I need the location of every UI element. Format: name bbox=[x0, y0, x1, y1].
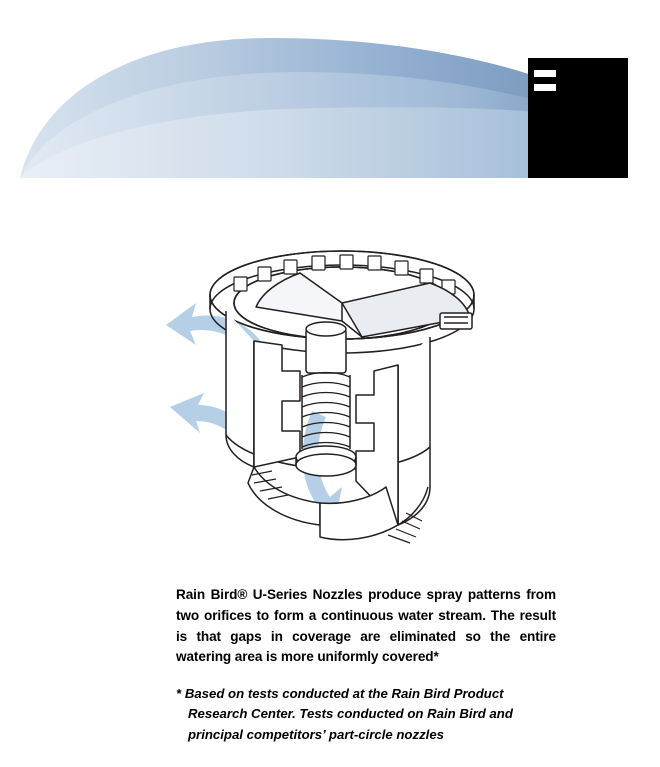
nozzle-cutaway-figure bbox=[130, 225, 550, 565]
caption-footnote-text: Based on tests conducted at the Rain Bird Product Research Center. Tests conducted on Rain Bird and principal competitors’ part-circle nozzles bbox=[184, 686, 513, 742]
footnote-marker: * bbox=[176, 686, 182, 701]
nozzle-slot-upper bbox=[534, 70, 556, 77]
caption-main-text: Rain Bird® U-Series Nozzles produce spray patterns from two orifices to form a continuous water stream. The result is that gaps in coverage are eliminated so the entire watering area is more uniformly covered* bbox=[176, 587, 556, 665]
nozzle-slot-lower bbox=[534, 84, 556, 91]
caption-footnote bbox=[176, 684, 548, 745]
caption-footnote-body bbox=[176, 684, 548, 745]
nozzle-center-screw bbox=[296, 322, 356, 476]
spray-trajectory-figure bbox=[0, 0, 660, 210]
nozzle-cutaway-svg bbox=[130, 225, 550, 565]
nozzle-side-outlet bbox=[440, 313, 472, 329]
spray-trajectory-svg bbox=[0, 0, 660, 210]
